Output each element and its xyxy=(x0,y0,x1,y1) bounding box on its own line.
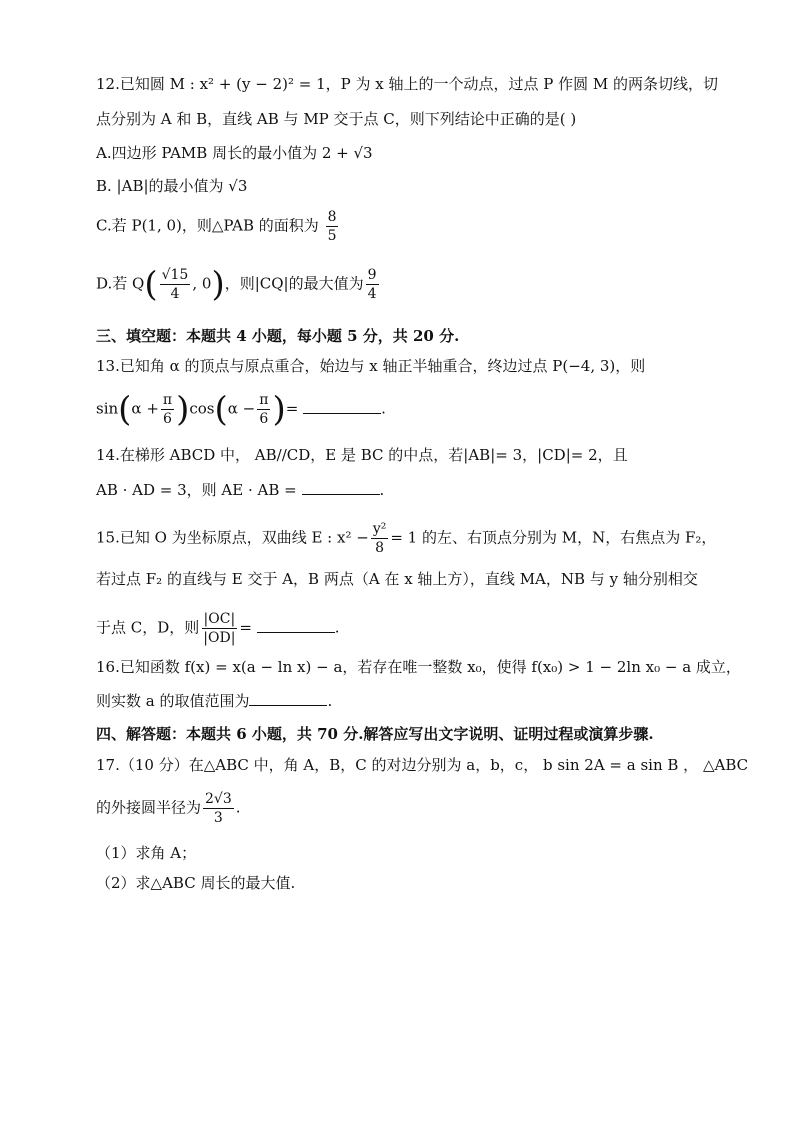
right-paren: ) xyxy=(176,389,190,430)
q15-equals: = xyxy=(239,618,252,637)
q12-option-d xyxy=(96,266,381,303)
q13-pi-over-6-a xyxy=(161,391,174,428)
left-paren: ( xyxy=(144,264,158,305)
q15-line1-post: = 1 的左、右顶点分别为 M，N，右焦点为 F₂， xyxy=(390,528,717,547)
q16-line1: 16.已知函数 f(x) = x(a − ln x) − a，若存在唯一整数 x₀，使得 f(x₀) > 1 − 2ln x₀ − a 成立， xyxy=(96,658,741,676)
q16-end: . xyxy=(327,692,333,710)
q15-line1 xyxy=(96,520,716,557)
q14-end: . xyxy=(379,481,385,499)
fraction-denominator: 3 xyxy=(213,810,223,826)
fraction-denominator: 4 xyxy=(170,286,180,302)
q13-cos: cos xyxy=(189,399,215,418)
fraction-numerator: π xyxy=(162,392,173,408)
q15-ratio xyxy=(201,610,237,647)
q12-option-d-text: ，则|CQ|的最大值为 xyxy=(224,274,364,293)
q15-y2-over-8 xyxy=(371,520,389,557)
q12-option-c-text: C.若 P(1, 0)，则△PAB 的面积为 xyxy=(96,216,319,235)
left-paren: ( xyxy=(118,389,132,430)
right-paren: ) xyxy=(272,389,286,430)
fraction-numerator: 2√3 xyxy=(205,791,232,807)
q12-line2: 点分别为 A 和 B，直线 AB 与 MP 交于点 C，则下列结论中正确的是( ) xyxy=(96,110,577,128)
q17-line2-pre: 的外接圆半径为 xyxy=(96,798,202,817)
fraction-numerator: 8 xyxy=(327,209,337,225)
left-paren: ( xyxy=(214,389,228,430)
fraction-numerator: 9 xyxy=(367,267,377,283)
q17-part2: （2）求△ABC 周长的最大值. xyxy=(96,874,296,892)
q13-pi-over-6-b xyxy=(257,391,270,428)
q17-line1: 17.（10 分）在△ABC 中，角 A，B，C 的对边分别为 a，b，c， b sin 2A = a sin B ， △ABC xyxy=(96,756,749,774)
q12-option-d-prefix: D.若 Q xyxy=(96,274,145,293)
q15-line2: 若过点 F₂ 的直线与 E 交于 A，B 两点（A 在 x 轴上方），直线 MA，NB 与 y 轴分别相交 xyxy=(96,570,698,588)
q12-option-d-y: , 0 xyxy=(192,274,212,293)
q13-sin: sin xyxy=(96,399,119,418)
answer-blank[interactable] xyxy=(257,618,335,633)
answer-blank[interactable] xyxy=(303,399,381,414)
fraction-denominator: 6 xyxy=(163,411,172,427)
fraction-denominator: |OD| xyxy=(203,630,236,646)
q13-alpha-minus: α − xyxy=(227,399,256,418)
fraction-numerator: |OC| xyxy=(203,611,236,627)
q17-radius-fraction xyxy=(203,790,234,827)
answer-blank[interactable] xyxy=(249,691,327,706)
q14-line2-text: AB · AD = 3，则 AE · AB = xyxy=(96,481,297,499)
q13-end: . xyxy=(381,399,386,418)
fraction-denominator: 8 xyxy=(375,540,385,556)
fraction-numerator: π xyxy=(259,392,269,408)
q12-line1: 12.已知圆 M : x² + (y − 2)² = 1，P 为 x 轴上的一个动点，过点 P 作圆 M 的两条切线，切 xyxy=(96,75,719,93)
q12-option-b: B. |AB|的最小值为 √3 xyxy=(96,177,248,195)
section-3-heading: 三、填空题：本题共 4 小题，每小题 5 分，共 20 分. xyxy=(96,327,460,345)
answer-blank[interactable] xyxy=(302,480,380,495)
q14-line2 xyxy=(96,479,384,501)
q17-end: . xyxy=(235,798,241,817)
q17-line2 xyxy=(96,790,241,827)
q13-alpha-plus: α + xyxy=(131,399,159,418)
q13-line1: 13.已知角 α 的顶点与原点重合，始边与 x 轴正半轴重合，终边过点 P(−4, 3)，则 xyxy=(96,357,646,375)
q15-end: . xyxy=(334,618,340,637)
q14-line1: 14.在梯形 ABCD 中， AB//CD，E 是 BC 的中点，若|AB|= 3，|CD|= 2，且 xyxy=(96,446,628,464)
q13-equals: = xyxy=(285,399,299,418)
q17-part1: （1）求角 A； xyxy=(96,844,197,862)
q12-option-d-x-fraction xyxy=(160,266,191,303)
right-paren: ) xyxy=(211,264,225,305)
q12-option-c-fraction xyxy=(326,208,339,245)
fraction-numerator: √15 xyxy=(161,267,189,283)
section-4-heading: 四、解答题：本题共 6 小题，共 70 分.解答应写出文字说明、证明过程或演算步骤. xyxy=(96,725,654,743)
q12-option-c xyxy=(96,208,340,245)
fraction-denominator: 4 xyxy=(367,286,377,302)
q15-line1-pre: 15.已知 O 为坐标原点，双曲线 E : x² − xyxy=(96,528,369,547)
fraction-numerator: y² xyxy=(372,521,387,537)
q13-line2 xyxy=(96,391,386,428)
fraction-denominator: 6 xyxy=(259,411,269,427)
q15-line3-pre: 于点 C，D，则 xyxy=(96,618,200,637)
q12-option-a: A.四边形 PAMB 周长的最小值为 2 + √3 xyxy=(96,144,373,162)
q15-line3 xyxy=(96,610,340,647)
q12-option-d-answer-fraction xyxy=(366,266,379,303)
fraction-denominator: 5 xyxy=(327,228,337,244)
q16-line2 xyxy=(96,690,332,712)
q16-line2-text: 则实数 a 的取值范围为 xyxy=(96,692,250,710)
